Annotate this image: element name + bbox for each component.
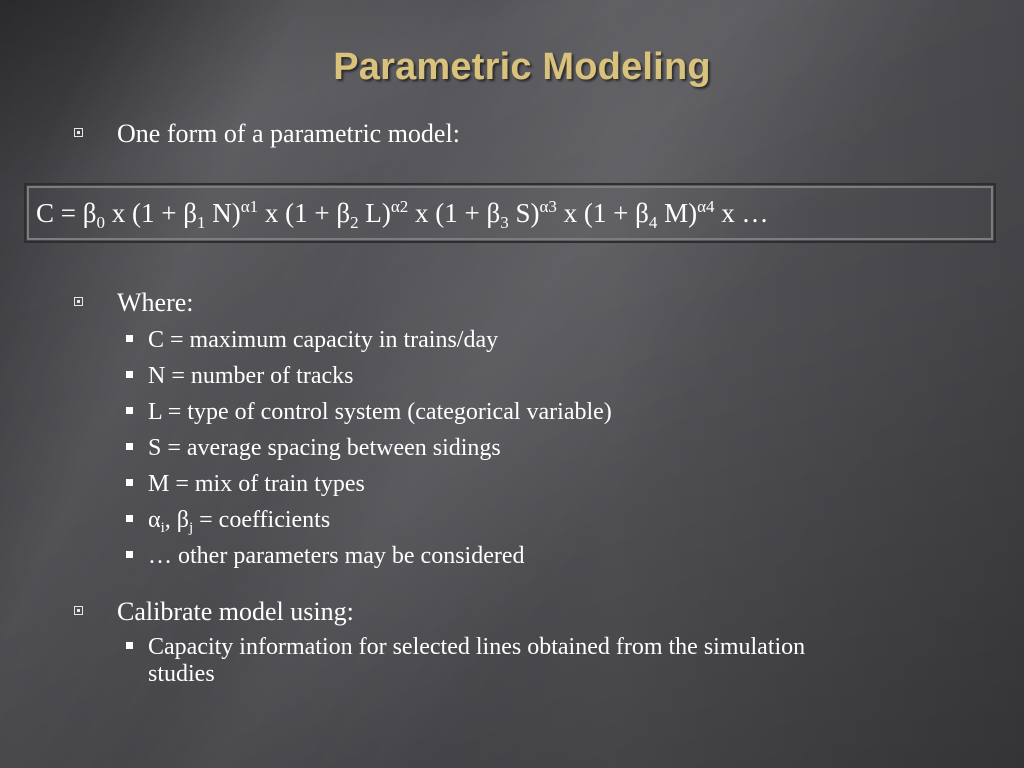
formula bbox=[36, 197, 769, 232]
where-label: Where: bbox=[117, 288, 194, 317]
formula-term: M) bbox=[657, 198, 698, 228]
formula-superscript: α1 bbox=[240, 197, 259, 216]
formula-term: x (1 + β bbox=[556, 198, 649, 228]
square-bullet-icon bbox=[126, 335, 133, 342]
box-bullet-icon bbox=[74, 606, 83, 615]
formula-superscript: α3 bbox=[539, 197, 557, 216]
formula-term: S) bbox=[508, 198, 540, 228]
square-bullet-icon bbox=[126, 551, 133, 558]
formula-term: C = β bbox=[36, 198, 97, 228]
where-bullet bbox=[74, 288, 194, 318]
list-item-coefficients: $\alpha_i$, $\beta_j$ = coefficients bbox=[126, 502, 612, 538]
list-item: M = mix of train types bbox=[126, 466, 612, 502]
formula-term: N) bbox=[205, 198, 241, 228]
list-item: S = average spacing between sidings bbox=[126, 430, 612, 466]
list-item: … other parameters may be considered bbox=[126, 538, 612, 574]
formula-term: x (1 + β bbox=[408, 198, 501, 228]
square-bullet-icon bbox=[126, 443, 133, 450]
formula-subscript: 3 bbox=[500, 213, 509, 232]
square-bullet-icon bbox=[126, 407, 133, 414]
box-bullet-icon bbox=[74, 297, 83, 306]
formula-subscript: 1 bbox=[196, 213, 206, 232]
list-item: L = type of control system (categorical variable) bbox=[126, 394, 612, 430]
formula-box bbox=[24, 183, 996, 243]
list-item: Capacity information for selected lines obtained from the simulation studies bbox=[126, 634, 868, 688]
formula-subscript: 2 bbox=[350, 213, 359, 232]
formula-subscript: 0 bbox=[96, 213, 105, 232]
formula-superscript: α4 bbox=[697, 197, 715, 216]
intro-bullet bbox=[74, 119, 460, 149]
where-list bbox=[126, 322, 612, 574]
square-bullet-icon bbox=[126, 642, 133, 649]
square-bullet-icon bbox=[126, 479, 133, 486]
calibrate-bullet bbox=[74, 597, 354, 627]
square-bullet-icon bbox=[126, 371, 133, 378]
formula-term: L) bbox=[358, 198, 391, 228]
formula-term: x (1 + β bbox=[258, 198, 351, 228]
formula-superscript: α2 bbox=[390, 197, 409, 216]
formula-term: x … bbox=[714, 198, 769, 228]
intro-text: One form of a parametric model: bbox=[117, 119, 460, 148]
list-item: C = maximum capacity in trains/day bbox=[126, 322, 612, 358]
calibrate-list bbox=[126, 634, 868, 688]
formula-term: x (1 + β bbox=[104, 198, 197, 228]
square-bullet-icon bbox=[126, 515, 133, 522]
box-bullet-icon bbox=[74, 128, 83, 137]
calibrate-label: Calibrate model using: bbox=[117, 597, 354, 626]
list-item: N = number of tracks bbox=[126, 358, 612, 394]
slide-title: Parametric Modeling bbox=[333, 46, 711, 88]
formula-subscript: 4 bbox=[648, 213, 658, 232]
